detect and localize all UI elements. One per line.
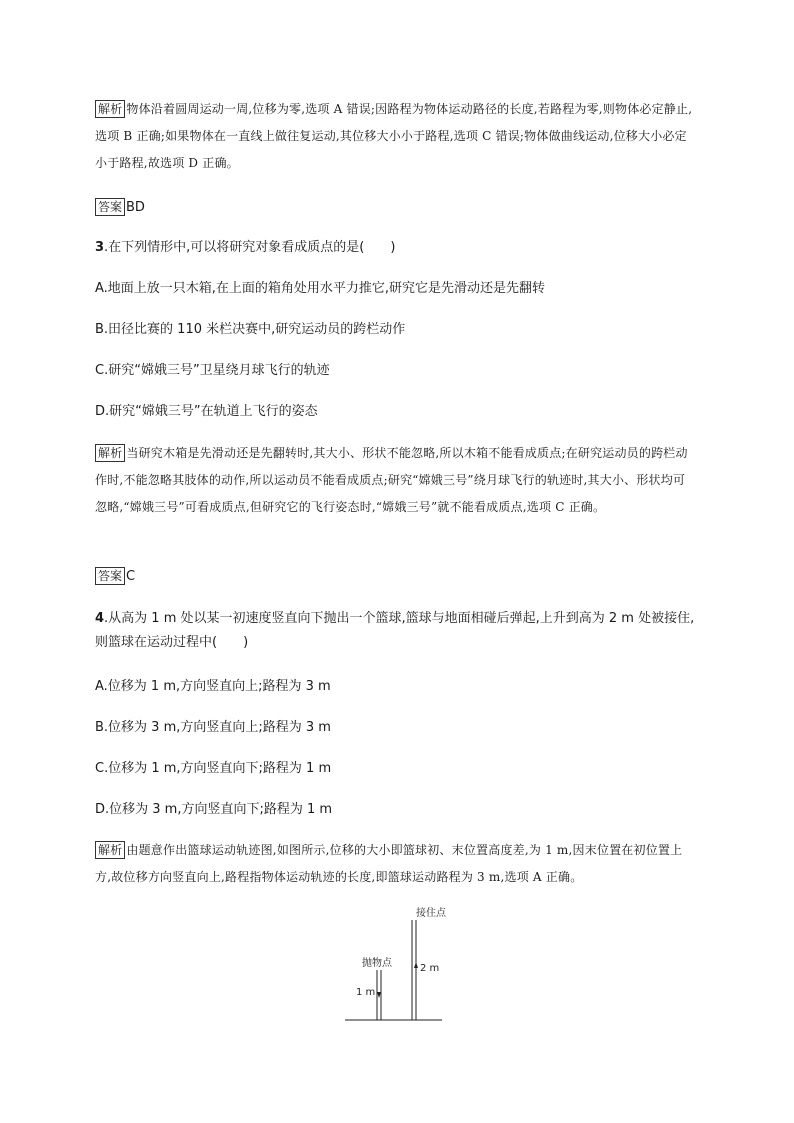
q3-option-d: D.研究“嫦娥三号”在轨道上飞行的姿态 (95, 404, 318, 419)
q4-option-a: A.位移为 1 m,方向竖直向上;路程为 3 m (95, 679, 331, 694)
q2-analysis (95, 96, 695, 177)
answer-tag: 答案 (95, 567, 125, 585)
trajectory-figure (340, 900, 450, 1030)
q3-option-c: C.研究“嫦娥三号”卫星绕月球飞行的轨迹 (95, 363, 330, 378)
q3-answer (95, 565, 695, 589)
answer-value: BD (126, 200, 145, 215)
q3-analysis (95, 440, 695, 521)
q4-option-c: C.位移为 1 m,方向竖直向下;路程为 1 m (95, 761, 332, 776)
analysis-tag: 解析 (95, 100, 125, 118)
q4-option-d: D.位移为 3 m,方向竖直向下;路程为 1 m (95, 802, 333, 817)
answer-value: C (126, 569, 136, 584)
question-3-stem (95, 236, 695, 260)
analysis-tag: 解析 (95, 444, 125, 462)
up-arrow-icon (414, 962, 418, 968)
question-number: 3 (95, 240, 105, 255)
q4-option-b: B.位移为 3 m,方向竖直向上;路程为 3 m (95, 720, 331, 735)
analysis-text: 物体沿着圆周运动一周,位移为零,选项 A 错误;因路程为物体运动路径的长度,若路程为零,则物体必定静止,选项 B 正确;如果物体在一直线上做往复运动,其位移大小小于路程,选项 C 错误;物体做曲线运动,位移大小必定小于路程,故选项 D 正确。 (95, 102, 693, 170)
analysis-text: 当研究木箱是先滑动还是先翻转时,其大小、形状不能忽略,所以木箱不能看成质点;在研究运动员的跨栏动作时,不能忽略其肢体的动作,所以运动员不能看成质点;研究“嫦娥三号”绕月球飞行的轨迹时,其大小、形状均可忽略,“嫦娥三号”可看成质点,但研究它的飞行姿态时,“嫦娥三号”就不能看成质点,选项 C 正确。 (95, 446, 688, 514)
analysis-tag: 解析 (95, 841, 125, 859)
catch-point-label: 接住点 (416, 908, 446, 919)
height-1-label: 1 m (356, 987, 376, 998)
height-2-label: 2 m (420, 963, 440, 974)
q2-answer (95, 196, 695, 220)
q3-option-a: A.地面上放一只木箱,在上面的箱角处用水平力推它,研究它是先滑动还是先翻转 (95, 281, 546, 296)
question-stem-text: .从高为 1 m 处以某一初速度竖直向下抛出一个篮球,篮球与地面相碰后弹起,上升到高为 2 m 处被接住,则篮球在运动过程中( ) (95, 611, 695, 650)
q3-option-b: B.田径比赛的 110 米栏决赛中,研究运动员的跨栏动作 (95, 322, 406, 337)
down-arrow-icon (377, 992, 381, 998)
throw-point-label: 抛物点 (362, 958, 392, 969)
answer-tag: 答案 (95, 198, 125, 216)
q4-analysis (95, 837, 695, 891)
question-stem-text: .在下列情形中,可以将研究对象看成质点的是( ) (104, 240, 396, 255)
question-number: 4 (95, 611, 105, 626)
question-4-stem (95, 607, 695, 655)
analysis-text: 由题意作出篮球运动轨迹图,如图所示,位移的大小即篮球初、末位置高度差,为 1 m,因末位置在初位置上方,故位移方向竖直向上,路程指物体运动轨迹的长度,即篮球运动路程为 3 m,选项 A 正确。 (95, 843, 683, 884)
